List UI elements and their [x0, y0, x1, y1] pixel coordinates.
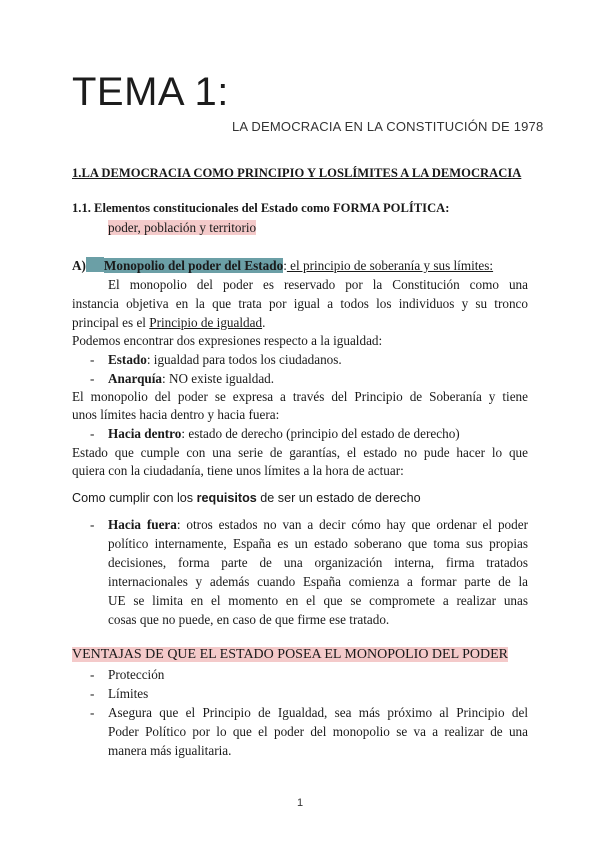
list-item-hacia-dentro — [108, 424, 460, 443]
point-a-colon: : — [283, 258, 287, 273]
para1-line3 — [72, 313, 265, 332]
teal-highlight-block — [86, 257, 104, 272]
point-a-title: Monopolio del poder del Estado — [103, 258, 284, 273]
list-text: : igualdad para todos los ciudadanos. — [146, 352, 342, 367]
para1-line2: instancia objetiva en la que trata por igual a todos los individuos y su tronco — [72, 296, 528, 311]
advantages-heading-text: VENTAJAS DE QUE EL ESTADO POSEA EL MONOPOLIO DEL PODER — [72, 647, 509, 662]
hacia-fuera-line1 — [108, 515, 528, 534]
advantage-item: Límites — [108, 686, 149, 701]
document-title: TEMA 1: — [72, 70, 229, 114]
para2-line1: El monopolio del poder se expresa a través del Principio de Soberanía y tiene — [72, 389, 528, 404]
requisites-bold: requisitos — [196, 491, 257, 505]
list-text: : otros estados no van a decir cómo hay que ordenar el poder — [176, 517, 528, 532]
subsection-heading: 1.1. Elementos constitucionales del Estado como FORMA POLÍTICA: — [72, 201, 450, 215]
para1-line3-suffix: . — [262, 315, 266, 330]
para3-line2: quiera con la ciudadanía, tiene unos límites a la hora de actuar: — [72, 463, 404, 478]
principio-igualdad-link: Principio de igualdad — [149, 315, 263, 330]
subsection-elements — [108, 218, 256, 237]
para1-line1: El monopolio del poder es reservado por la Constitución como una — [108, 277, 528, 292]
list-term: Hacia fuera — [108, 517, 177, 532]
section-heading: 1.LA DEMOCRACIA COMO PRINCIPIO Y LOSLÍMITES A LA DEMOCRACIA — [72, 166, 522, 180]
advantage-item3-line3: manera más igualitaria. — [108, 743, 232, 758]
hacia-fuera-line4: internacionales y además cuando España comienza a formar parte de la — [108, 574, 528, 589]
bullet-dash: - — [90, 705, 95, 720]
list-text: : NO existe igualdad. — [162, 371, 275, 386]
list-text: : estado de derecho (principio del estado de derecho) — [181, 426, 460, 441]
advantages-heading — [72, 645, 508, 664]
advantage-item: Protección — [108, 667, 165, 682]
para3-line1: Estado que cumple con una serie de garantías, el estado no pude hacer lo que — [72, 445, 528, 460]
para1-line3-prefix: principal es el — [72, 315, 150, 330]
advantage-item3-line1: Asegura que el Principio de Igualdad, sea más próximo al Principio del — [108, 705, 528, 720]
bullet-dash: - — [90, 371, 95, 386]
list-item-anarquia — [108, 369, 274, 388]
hacia-fuera-line2: político internamente, España es un estado soberano que toma sus propias — [108, 536, 528, 551]
bullet-dash: - — [90, 686, 95, 701]
hacia-fuera-line5: UE se limita en el momento en el que se compromete a realizar unas — [108, 593, 528, 608]
two-expressions-text: Podemos encontrar dos expresiones respecto a la igualdad: — [72, 333, 383, 348]
hacia-fuera-line3: decisiones, forma parte de una organización interna, firma tratados — [108, 555, 528, 570]
document-subtitle: LA DEMOCRACIA EN LA CONSTITUCIÓN DE 1978 — [232, 119, 544, 134]
list-term: Anarquía — [108, 371, 162, 386]
requisites-prefix: Como cumplir con los — [72, 491, 197, 505]
requisites-line — [72, 489, 421, 508]
point-a-subtitle: el principio de soberanía y sus límites: — [286, 258, 494, 273]
para2-line2: unos límites hacia dentro y hacia fuera: — [72, 407, 280, 422]
bullet-dash: - — [90, 667, 95, 682]
point-a-letter: A) — [72, 258, 86, 273]
point-a-heading — [72, 256, 493, 275]
page-number: 1 — [296, 797, 304, 809]
bullet-dash: - — [90, 352, 95, 367]
advantage-item3-line2: Poder Político por lo que el poder del monopolio se va a realizar de una — [108, 724, 528, 739]
list-item-estado — [108, 350, 342, 369]
highlighted-elements: poder, población y territorio — [108, 220, 257, 235]
list-term: Estado — [108, 352, 147, 367]
bullet-dash: - — [90, 426, 95, 441]
hacia-fuera-line6: cosas que no puede, en caso de que firme ese tratado. — [108, 612, 390, 627]
bullet-dash: - — [90, 517, 95, 532]
requisites-suffix: de ser un estado de derecho — [256, 491, 421, 505]
list-term: Hacia dentro — [108, 426, 182, 441]
